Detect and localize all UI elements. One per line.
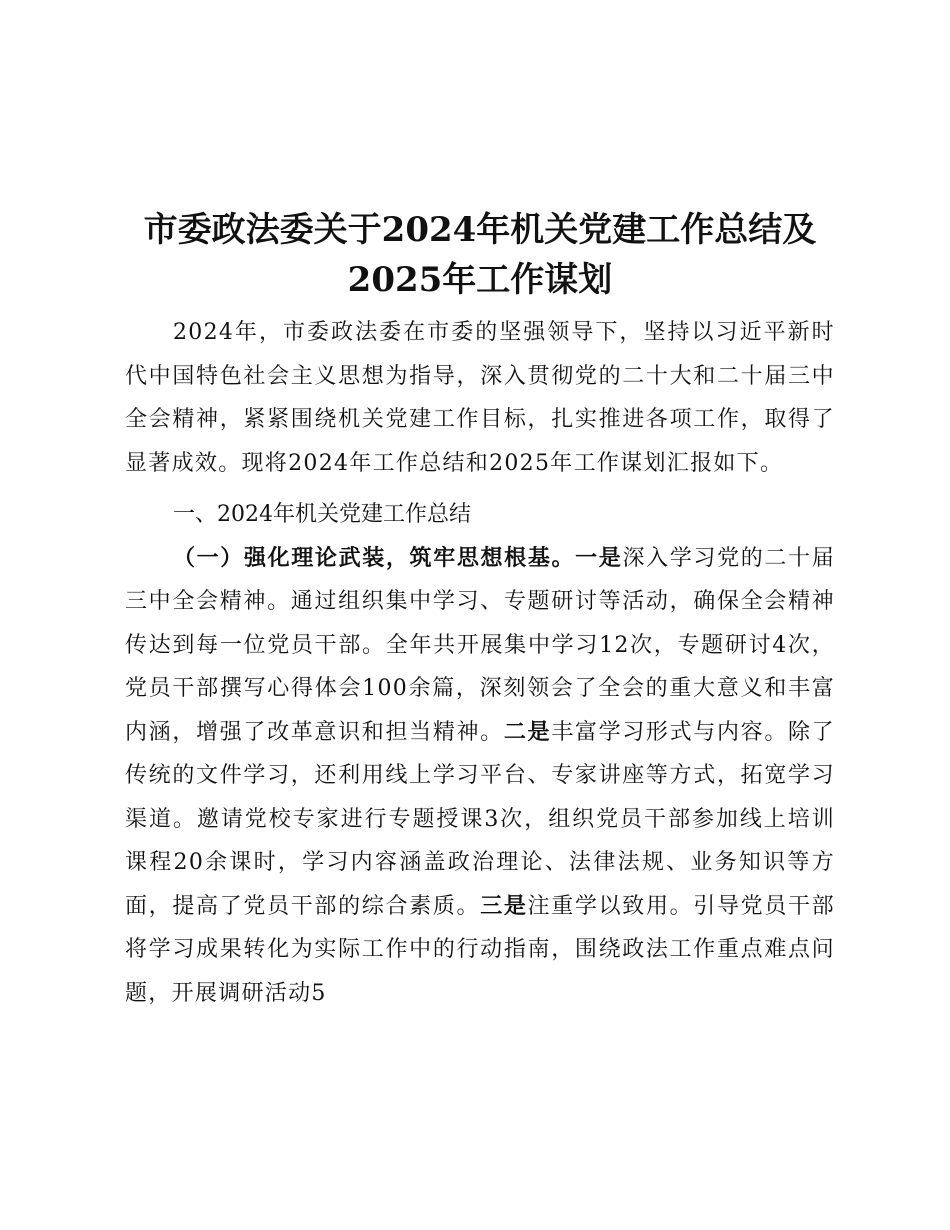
point-marker-1: 一是 <box>575 544 623 571</box>
point-marker-3: 三是 <box>480 892 528 919</box>
point-text-2: 丰富学习形式与内容。除了传统的文件学习，还利用线上学习平台、专家讲座等方式，拓宽学习渠道。邀请党校专家进行专题授课3次，组织党员干部参加线上培训课程20余课时，学习内容涵盖政治理论、法律法规、业务知识等方面，提高了党员干部的综合素质。 <box>125 719 835 919</box>
title-line-2: 2025年工作谋划 <box>347 260 613 300</box>
title-line-1: 市委政法委关于2024年机关党建工作总结及 <box>143 210 817 250</box>
document-page <box>125 205 835 1015</box>
section-heading: 一、2024年机关党建工作总结 <box>173 502 471 527</box>
subsection-paragraph <box>125 537 835 1016</box>
point-marker-2: 二是 <box>503 718 552 745</box>
subsection-heading: （一）强化理论武装，筑牢思想根基。 <box>173 544 576 571</box>
intro-paragraph: 2024年，市委政法委在市委的坚强领导下，坚持以习近平新时代中国特色社会主义思想为指导，深入贯彻党的二十大和二十届三中全会精神，紧紧围绕机关党建工作目标，扎实推进各项工作，取得了显著成效。现将2024年工作总结和2025年工作谋划汇报如下。 <box>125 320 835 476</box>
point-text-1: 深入学习党的二十届三中全会精神。通过组织集中学习、专题研讨等活动，确保全会精神传达到每一位党员干部。全年共开展集中学习12次，专题研讨4次，党员干部撰写心得体会100余篇，深刻领会了全会的重大意义和丰富内涵，增强了改革意识和担当精神。 <box>125 545 835 745</box>
document-title <box>125 205 835 305</box>
point-text-3: 注重学以致用。引导党员干部将学习成果转化为实际工作中的行动指南，围绕政法工作重点难点问题，开展调研活动5 <box>125 893 835 1006</box>
